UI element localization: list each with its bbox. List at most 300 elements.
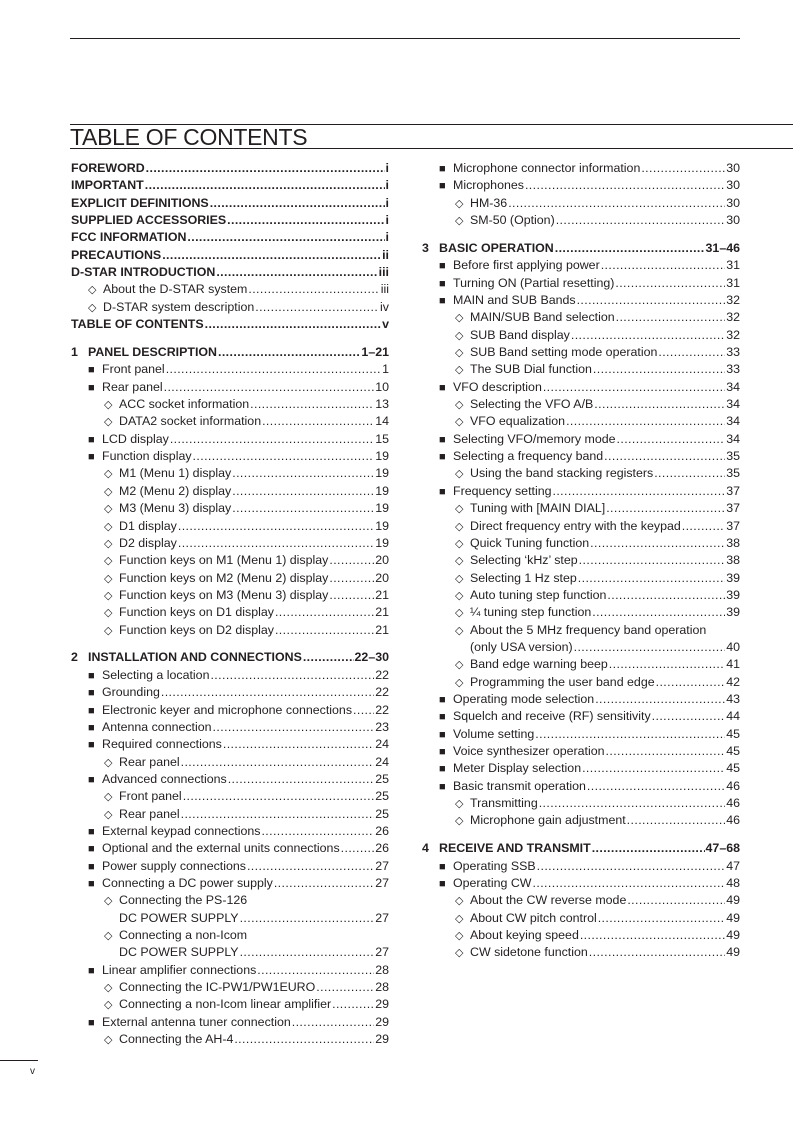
toc-entry-label: [455, 327, 570, 346]
toc-page-number: v: [382, 317, 389, 332]
toc-entry-text: SUB Band display: [470, 327, 570, 342]
toc-entry-text: Direct frequency entry with the keypad: [470, 518, 681, 533]
toc-entry-label: [104, 413, 261, 432]
toc-entry: [439, 448, 740, 466]
toc-entry-label: [439, 858, 536, 877]
diamond-bullet-icon: ◇: [455, 607, 464, 620]
diamond-bullet-icon: ◇: [104, 399, 113, 412]
toc-page-number: 32: [726, 310, 740, 325]
toc-entry-text: Auto tuning step function: [470, 587, 607, 602]
dot-leader: [543, 379, 725, 397]
square-bullet-icon: ■: [439, 728, 446, 741]
dot-leader: [316, 979, 374, 997]
toc-page-number: 25: [375, 771, 389, 786]
toc-entry-label: [439, 760, 581, 779]
toc-entry-label: [439, 726, 534, 745]
toc-entry-text: D-STAR system description: [103, 299, 255, 314]
toc-entry-label: [439, 483, 552, 502]
toc-entry-label: [455, 344, 657, 363]
dot-leader: [592, 604, 725, 622]
square-bullet-icon: ■: [88, 843, 95, 856]
diamond-bullet-icon: ◇: [88, 284, 97, 297]
toc-entry-label: [71, 344, 217, 362]
diamond-bullet-icon: ◇: [455, 537, 464, 550]
toc-entry: [104, 754, 389, 772]
dot-leader: [577, 292, 726, 310]
square-bullet-icon: ■: [439, 433, 446, 446]
toc-entry-label: [88, 684, 160, 703]
toc-page-number: 19: [375, 466, 389, 481]
toc-page-number: 49: [726, 893, 740, 908]
dot-leader: [247, 858, 374, 876]
toc-entry: [455, 795, 740, 813]
toc-entry-text: Turning ON (Partial resetting): [453, 275, 615, 290]
diamond-bullet-icon: ◇: [104, 555, 113, 568]
toc-entry-text: Selecting the VFO A/B: [470, 397, 594, 412]
toc-page-number: 24: [375, 754, 389, 769]
toc-page-number: 31: [726, 258, 740, 273]
toc-entry: [88, 684, 389, 702]
toc-entry-label: [104, 535, 177, 554]
diamond-bullet-icon: ◇: [455, 215, 464, 228]
toc-page-number: 45: [726, 726, 740, 741]
toc-entry-label: [422, 840, 591, 858]
toc-entry-text: Selecting 1 Hz step: [470, 570, 577, 585]
toc-page-number: 46: [726, 796, 740, 811]
toc-page-number: 47: [726, 858, 740, 873]
toc-entry-label: [439, 708, 651, 727]
toc-entry: [455, 500, 740, 518]
toc-entry: [71, 177, 389, 195]
toc-entry-text: Band edge warning beep: [470, 657, 608, 672]
toc-entry-label: [455, 927, 579, 946]
toc-entry-label: [88, 448, 192, 467]
toc-entry: [104, 979, 389, 997]
dot-leader: [587, 778, 725, 796]
toc-entry-label: [455, 465, 653, 484]
toc-page-number: 27: [375, 945, 389, 960]
toc-entry: [455, 812, 740, 830]
toc-entry: [88, 858, 389, 876]
toc-entry-text: Frequency setting: [453, 483, 552, 498]
dot-leader: [533, 875, 726, 893]
toc-page-number: 42: [726, 674, 740, 689]
toc-entry-label: [455, 944, 588, 963]
toc-entry-text: Transmitting: [470, 796, 538, 811]
toc-entry-label: [104, 518, 177, 537]
toc-entry: [455, 212, 740, 230]
toc-page-number: 38: [726, 535, 740, 550]
toc-entry-label: [455, 910, 597, 929]
toc-page-number: 24: [375, 737, 389, 752]
toc-entry-label: [455, 892, 626, 911]
toc-entry-label: [88, 361, 165, 380]
square-bullet-icon: ■: [439, 260, 446, 273]
toc-page-number: 39: [726, 570, 740, 585]
toc-entry: [88, 299, 389, 317]
toc-entry-label: [71, 195, 209, 213]
toc-page-number: 27: [375, 910, 389, 925]
toc-entry-label: [104, 1031, 233, 1050]
toc-entry-text: PRECAUTIONS: [71, 247, 162, 262]
toc-entry-text: TABLE OF CONTENTS: [71, 317, 204, 332]
toc-entry-text: External antenna tuner connection: [102, 1014, 291, 1029]
square-bullet-icon: ■: [88, 1016, 95, 1029]
toc-entry-text: Connecting a DC power supply: [102, 876, 273, 890]
toc-entry: [104, 535, 389, 553]
toc-entry-text: Antenna connection: [102, 719, 212, 734]
square-bullet-icon: ■: [88, 704, 95, 717]
dot-leader: [590, 535, 725, 553]
toc-entry-text: Microphones: [453, 178, 524, 193]
toc-entry-label: [88, 431, 169, 450]
diamond-bullet-icon: ◇: [104, 895, 113, 908]
toc-entry-text: SUB Band setting mode operation: [470, 345, 658, 359]
diamond-bullet-icon: ◇: [104, 1034, 113, 1047]
toc-entry-label: [88, 719, 212, 738]
toc-entry-label: [104, 806, 180, 825]
toc-page-number: 26: [375, 823, 389, 838]
toc-entry-text: About the CW reverse mode: [470, 893, 627, 908]
toc-page-number: 37: [726, 483, 740, 498]
dot-leader: [161, 684, 374, 702]
toc-entry-label: [455, 622, 740, 641]
dot-leader: [616, 309, 726, 327]
square-bullet-icon: ■: [439, 163, 446, 175]
toc-entry-text: Front panel: [119, 789, 182, 804]
toc-entry-text: Microphone connector information: [453, 161, 641, 175]
diamond-bullet-icon: ◇: [455, 624, 464, 637]
toc-entry-label: [455, 212, 555, 231]
page-title: TABLE OF CONTENTS: [70, 124, 308, 150]
toc-page-number: 13: [375, 397, 389, 412]
toc-page-number: 37: [726, 501, 740, 516]
toc-page-number: 44: [726, 709, 740, 724]
dot-leader: [329, 570, 374, 588]
toc-entry: [439, 257, 740, 275]
diamond-bullet-icon: ◇: [104, 791, 113, 804]
toc-entry-label: [71, 649, 302, 667]
toc-page-number: 28: [375, 962, 389, 977]
dot-leader: [166, 361, 381, 379]
dot-leader: [164, 379, 375, 397]
toc-entry-text: Meter Display selection: [453, 761, 582, 776]
toc-entry: [88, 361, 389, 379]
diamond-bullet-icon: ◇: [104, 416, 113, 429]
diamond-bullet-icon: ◇: [455, 503, 464, 516]
toc-entry-label: [71, 177, 144, 195]
toc-page-number: 29: [375, 1014, 389, 1029]
dot-leader: [292, 1014, 374, 1032]
toc-entry-label: [422, 240, 554, 258]
dot-leader: [627, 812, 726, 830]
toc-entry: [455, 327, 740, 345]
toc-page-number: 22: [375, 702, 389, 717]
dot-leader: [571, 327, 725, 345]
toc-page-number: 34: [726, 397, 740, 412]
toc-entry-text: FCC INFORMATION: [71, 230, 187, 245]
toc-entry-label: [439, 778, 586, 797]
toc-entry-label: [455, 535, 589, 554]
toc-entry-label: [455, 396, 593, 415]
toc-entry-label: [439, 875, 532, 894]
toc-entry-label: [455, 674, 655, 693]
section-number: 3: [422, 240, 429, 255]
toc-entry-label: [439, 379, 542, 398]
toc-page-number: 39: [726, 605, 740, 620]
toc-entry: [71, 212, 389, 230]
dot-leader: [240, 944, 375, 962]
dot-leader: [303, 649, 354, 667]
toc-entry-text: Function keys on D1 display: [119, 605, 274, 620]
diamond-bullet-icon: ◇: [455, 555, 464, 568]
toc-entry-label: [88, 823, 260, 842]
toc-entry-label: [455, 309, 615, 328]
toc-entry-text: VFO description: [453, 379, 542, 394]
square-bullet-icon: ■: [439, 746, 446, 759]
toc-page-number: 14: [375, 414, 389, 429]
toc-entry: [439, 431, 740, 449]
diamond-bullet-icon: ◇: [455, 930, 464, 943]
toc-entry-text: Optional and the external units connections: [102, 841, 340, 856]
dot-leader: [262, 413, 374, 431]
dot-leader: [654, 465, 725, 483]
toc-entry-text: RECEIVE AND TRANSMIT: [439, 841, 591, 856]
dot-leader: [216, 264, 377, 282]
toc-entry: [455, 344, 740, 362]
toc-entry: [455, 195, 740, 213]
toc-entry: [439, 858, 740, 876]
dot-leader: [178, 535, 374, 553]
dot-leader: [162, 247, 381, 265]
toc-entry: [455, 570, 740, 588]
dot-leader: [535, 726, 725, 744]
dot-leader: [594, 396, 725, 414]
diamond-bullet-icon: ◇: [455, 947, 464, 960]
toc-entry: [455, 604, 740, 622]
toc-page-number: 19: [375, 483, 389, 498]
dot-leader: [227, 212, 384, 230]
toc-page-number: 35: [726, 466, 740, 481]
page-number: v: [30, 1066, 35, 1077]
toc-page-number: i: [385, 230, 389, 245]
dot-leader: [257, 962, 374, 980]
dot-leader: [579, 552, 726, 570]
dot-leader: [353, 702, 374, 720]
toc-entry-label: [88, 736, 222, 755]
toc-entry-text: (only USA version): [470, 639, 573, 654]
toc-entry-text: DC POWER SUPPLY: [119, 945, 239, 960]
toc-entry: [455, 413, 740, 431]
toc-entry: [71, 264, 389, 282]
toc-entry: [88, 1014, 389, 1032]
dot-leader: [525, 177, 725, 195]
toc-entry: [455, 552, 740, 570]
toc-entry-label: [104, 754, 180, 773]
toc-entry-text: Connecting a non-Icom linear amplifier: [119, 997, 332, 1012]
dot-leader: [589, 944, 725, 962]
dot-leader: [615, 275, 725, 293]
toc-entry-label: [439, 431, 616, 450]
diamond-bullet-icon: ◇: [104, 468, 113, 481]
dot-leader: [232, 483, 374, 501]
toc-entry-label: [439, 257, 600, 276]
toc-page-number: 49: [726, 910, 740, 925]
toc-entry-text: Tuning with [MAIN DIAL]: [470, 501, 606, 516]
toc-page-number: 19: [375, 449, 389, 464]
toc-page-number: i: [385, 195, 389, 210]
toc-entry-text: Linear amplifier connections: [102, 962, 257, 977]
toc-page-number: 20: [375, 553, 389, 568]
toc-entry: [104, 570, 389, 588]
toc-page-number: 38: [726, 553, 740, 568]
toc-entry: [439, 778, 740, 796]
toc-entry: [455, 587, 740, 605]
toc-entry-text: Operating SSB: [453, 858, 536, 873]
dot-leader: [329, 552, 374, 570]
dot-leader: [566, 413, 725, 431]
diamond-bullet-icon: ◇: [104, 999, 113, 1012]
toc-entry-label: [88, 875, 273, 894]
toc-entry-label: [88, 281, 247, 300]
toc-entry-text: Power supply connections: [102, 858, 246, 873]
toc-entry-text: Rear panel: [119, 806, 180, 821]
title-rule-bottom: [70, 148, 793, 149]
toc-entry: [439, 292, 740, 310]
diamond-bullet-icon: ◇: [455, 659, 464, 672]
toc-entry-label: [71, 212, 226, 230]
dot-leader: [240, 910, 375, 928]
toc-entry: [439, 726, 740, 744]
toc-entry-label: [455, 812, 626, 831]
dot-leader: [537, 858, 726, 876]
toc-entry-text: HM-36: [470, 195, 508, 210]
dot-leader: [593, 361, 725, 379]
toc-page-number: 25: [375, 806, 389, 821]
toc-entry: [104, 396, 389, 414]
toc-entry-label: [455, 361, 592, 380]
toc-entry-label: [104, 996, 331, 1015]
toc-entry: [439, 760, 740, 778]
dot-leader: [183, 788, 375, 806]
toc-entry-text: BASIC OPERATION: [439, 240, 554, 255]
diamond-bullet-icon: ◇: [455, 312, 464, 325]
dot-leader: [604, 448, 725, 466]
dot-leader: [275, 604, 374, 622]
toc-page-number: 30: [726, 178, 740, 193]
diamond-bullet-icon: ◇: [455, 676, 464, 689]
square-bullet-icon: ■: [439, 711, 446, 724]
toc-entry-text: Squelch and receive (RF) sensitivity: [453, 709, 651, 724]
toc-entry: [104, 465, 389, 483]
toc-entry: [104, 788, 389, 806]
dot-leader: [228, 771, 375, 789]
square-bullet-icon: ■: [88, 669, 95, 682]
toc-entry-label: [439, 292, 576, 311]
toc-page-number: 21: [375, 587, 389, 602]
square-bullet-icon: ■: [88, 825, 95, 838]
diamond-bullet-icon: ◇: [104, 808, 113, 821]
diamond-bullet-icon: ◇: [455, 912, 464, 925]
toc-page-number: 30: [726, 161, 740, 175]
toc-entry: [71, 229, 389, 247]
toc-page-number: ii: [382, 247, 389, 262]
diamond-bullet-icon: ◇: [455, 815, 464, 828]
dot-leader: [213, 719, 375, 737]
toc-entry: [104, 587, 389, 605]
diamond-bullet-icon: ◇: [455, 520, 464, 533]
toc-entry: [455, 910, 740, 928]
toc-entry: [455, 944, 740, 962]
toc-entry: [88, 840, 389, 858]
toc-page-number: 45: [726, 761, 740, 776]
toc-entry: [71, 344, 389, 362]
toc-page-number: 30: [726, 213, 740, 228]
toc-entry-label: [88, 962, 256, 981]
toc-entry-label: [88, 299, 254, 318]
toc-page-number: 49: [726, 928, 740, 943]
toc-entry: [439, 875, 740, 893]
toc-entry: [119, 944, 389, 962]
toc-entry-label: [104, 892, 389, 911]
dot-leader: [255, 299, 379, 317]
toc-entry-label: [104, 604, 274, 623]
toc-entry-label: [104, 788, 182, 807]
toc-entry-text: About the 5 MHz frequency band operation: [470, 622, 707, 637]
toc-entry: [455, 892, 740, 910]
diamond-bullet-icon: ◇: [88, 301, 97, 314]
toc-entry-text: INSTALLATION AND CONNECTIONS: [88, 650, 302, 665]
toc-entry-label: [104, 396, 249, 415]
dot-leader: [627, 892, 725, 910]
toc-entry: [104, 996, 389, 1014]
toc-entry: [455, 361, 740, 379]
toc-entry-text: VFO equalization: [470, 414, 566, 429]
toc-entry: [104, 413, 389, 431]
square-bullet-icon: ■: [88, 773, 95, 786]
dot-leader: [329, 587, 374, 605]
toc-page-number: 34: [726, 414, 740, 429]
toc-entry-text: PANEL DESCRIPTION: [88, 345, 217, 359]
toc-entry-text: Quick Tuning function: [470, 535, 590, 550]
toc-entry: [104, 806, 389, 824]
toc-entry-text: Connecting the AH-4: [119, 1032, 234, 1047]
toc-entry: [88, 736, 389, 754]
dot-leader: [641, 160, 725, 178]
toc-entry: [88, 875, 389, 893]
toc-page-number: 31–46: [705, 240, 740, 255]
toc-page-number: 19: [375, 501, 389, 516]
toc-entry-label: [470, 639, 573, 657]
toc-entry: [88, 667, 389, 685]
toc-entry: [104, 552, 389, 570]
dot-leader: [595, 691, 725, 709]
toc-entry: [439, 483, 740, 501]
toc-entry-text: Function display: [102, 449, 192, 464]
toc-entry: [88, 379, 389, 397]
dot-leader: [555, 240, 705, 258]
toc-entry-text: About the D-STAR system: [103, 282, 248, 297]
toc-entry-label: [439, 448, 603, 467]
dot-leader: [652, 708, 726, 726]
dot-leader: [250, 396, 374, 414]
toc-entry-text: External keypad connections: [102, 823, 261, 838]
toc-page-number: 1–21: [361, 345, 389, 359]
toc-entry-text: Connecting a non-Icom: [119, 928, 248, 943]
toc-page-number: 46: [726, 778, 740, 793]
toc-entry-label: [455, 570, 577, 589]
toc-entry-label: [104, 483, 231, 502]
